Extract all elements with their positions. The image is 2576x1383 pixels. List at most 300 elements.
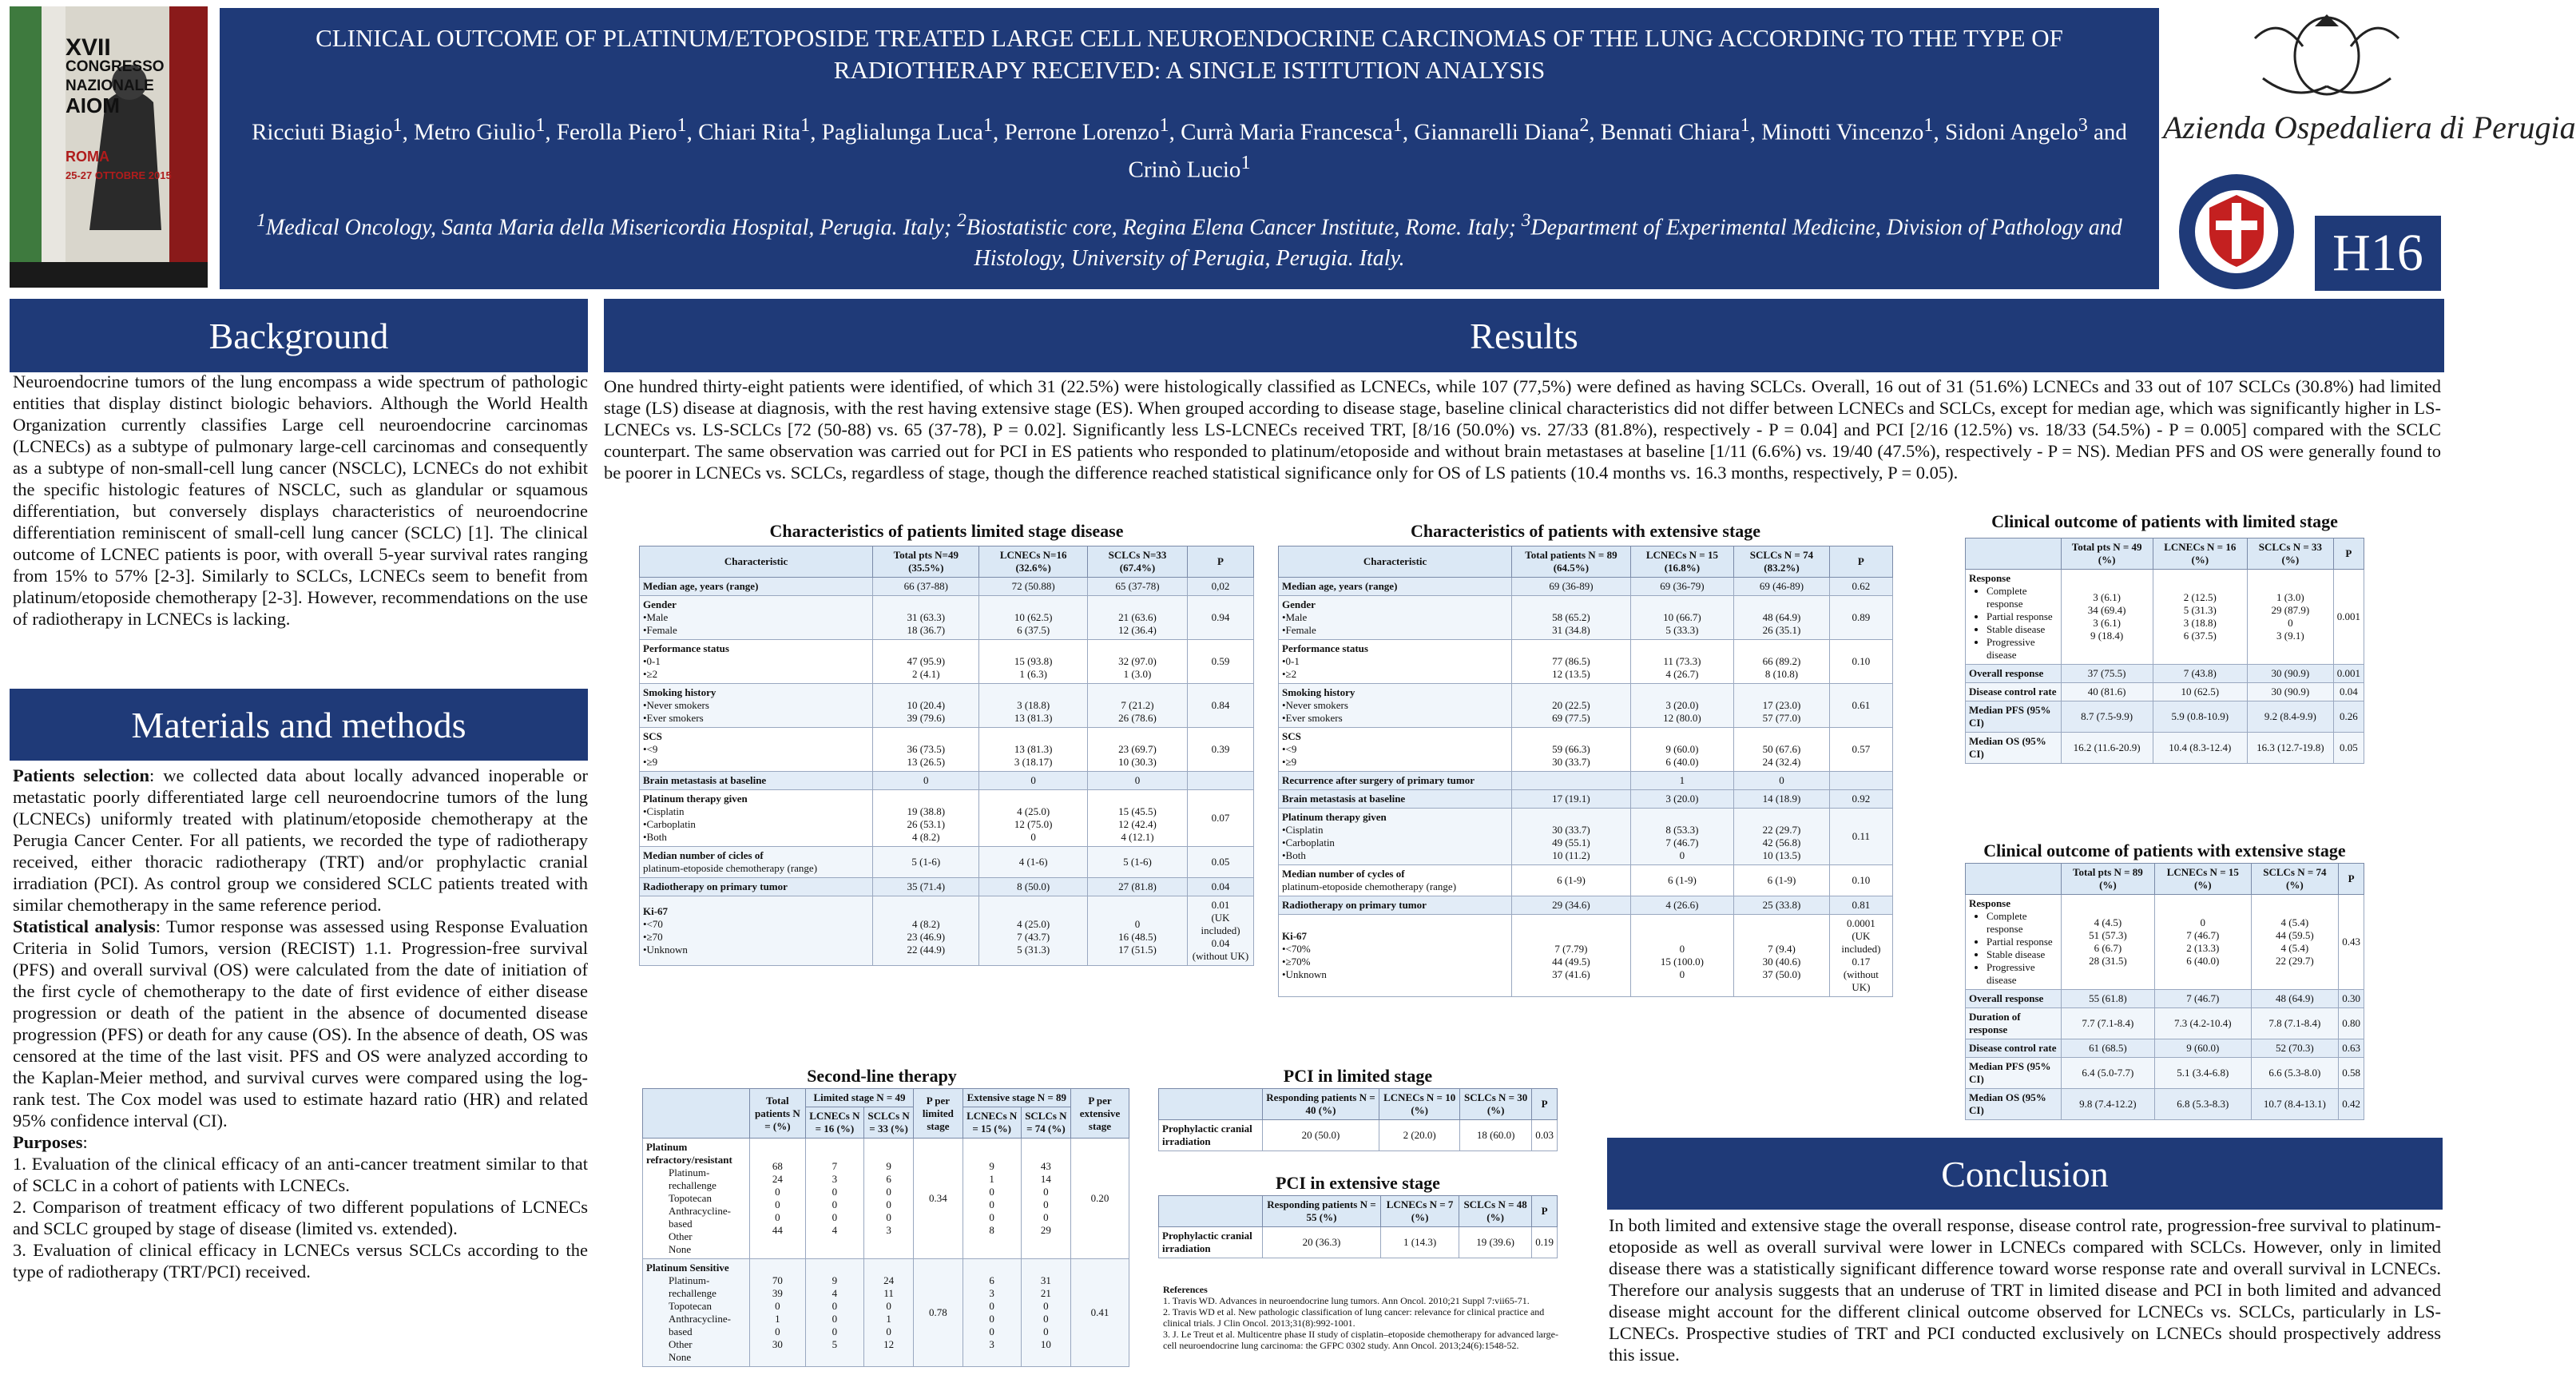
table-cell: 0.04	[1188, 878, 1254, 896]
table-cell: 0.84	[1188, 684, 1254, 728]
table-cell: 0.81	[1829, 896, 1892, 915]
response-row	[1966, 570, 2364, 665]
table-cell: 30 (33.7) 49 (55.1) 10 (11.2)	[1512, 809, 1630, 865]
table-cell: 27 (81.8)	[1087, 878, 1187, 896]
row-label: Brain metastasis at baseline	[640, 772, 873, 790]
table-cell: 14 (18.9)	[1734, 790, 1830, 809]
row-label: Recurrence after surgery of primary tumor	[1279, 772, 1512, 790]
table-cell: 1 (14.3)	[1381, 1227, 1459, 1258]
methods-body	[13, 765, 588, 1380]
table-cell: 0.42	[2339, 1089, 2364, 1120]
response-label: Response • Complete response • Partial response • Stable disease • Progressive disease	[1966, 895, 2062, 990]
table-cell: 0.10	[1829, 640, 1892, 684]
oext-col-0	[1966, 864, 2062, 895]
outcome-limited-table-wrap	[1965, 538, 2364, 764]
table-row	[1966, 1039, 2364, 1058]
table-cell: 4 (4.5) 51 (57.3) 6 (6.7) 28 (31.5)	[2061, 895, 2154, 990]
limited-chars-table	[639, 546, 1254, 966]
purpose-2: 2. Comparison of treatment efficacy of two different populations of LCNECs and SCLC grouped by stage of disease (limited vs. extended).	[13, 1197, 588, 1238]
table-row	[640, 772, 1254, 790]
extensive-chars-title: Characteristics of patients with extensive stage	[1410, 521, 1761, 541]
second-line-title: Second-line therapy	[807, 1066, 957, 1086]
reference-2: 2. Travis WD et al. New pathologic classification of lung cancer: relevance for clinical practice and clinical trials. J Clin Oncol. 2013;31(8):992-1001.	[1163, 1306, 1545, 1329]
table-row	[1279, 728, 1893, 772]
response-label: Response • Complete response • Partial response • Stable disease • Progressive disease	[1966, 570, 2062, 665]
congress-word2: NAZIONALE	[65, 77, 154, 94]
table-row	[1966, 1008, 2364, 1039]
table-cell: 7.3 (4.2-10.4)	[2155, 1008, 2252, 1039]
reference-1: 1. Travis WD. Advances in neuroendocrine lung tumors. Ann Oncol. 2010;21 Suppl 7:vii65-71.	[1163, 1295, 1530, 1306]
outcome-extensive-title: Clinical outcome of patients with extensive stage	[1983, 841, 2346, 860]
sl-col-5: LCNECs N = 15 (%)	[963, 1107, 1021, 1139]
header-row	[1159, 1089, 1558, 1120]
row-label: Median OS (95% CI)	[1966, 733, 2062, 764]
table-row	[1279, 772, 1893, 790]
table-cell: 8 (53.3) 7 (46.7) 0	[1630, 809, 1734, 865]
table-cell: 18 (60.0)	[1460, 1120, 1532, 1151]
row-label: Performance status •0-1 •≥2	[1279, 640, 1512, 684]
olim-col-2: LCNECs N = 16 (%)	[2153, 538, 2248, 570]
pci-limited-table-wrap	[1158, 1088, 1558, 1151]
purposes	[13, 1131, 588, 1153]
table-row	[640, 790, 1254, 847]
row-label: SCS •<9 •≥9	[1279, 728, 1512, 772]
table-row	[1279, 809, 1893, 865]
poster-title: CLINICAL OUTCOME OF PLATINUM/ETOPOSIDE TREATED LARGE CELL NEUROENDOCRINE CARCINOMAS OF THE LUNG ACCORDING TO THE TYPE OF RADIOTHERAPY RECEIVED: A SINGLE ISTITUTION ANALYSIS	[316, 24, 2063, 84]
table-cell: 7 (43.8)	[2153, 665, 2248, 683]
pcil-col-1: Responding patients N = 40 (%)	[1262, 1089, 1379, 1120]
table-cell: 29 (34.6)	[1512, 896, 1630, 915]
table-cell: 5 (1-6)	[873, 847, 979, 878]
table-cell: 9 6 0 0 0 3	[863, 1139, 913, 1259]
pci-limited-table	[1158, 1088, 1558, 1151]
table-cell: 17 (19.1)	[1512, 790, 1630, 809]
pcil-col-4: P	[1532, 1089, 1558, 1120]
table-cell: 24 11 0 1 0 12	[863, 1259, 913, 1367]
table-cell: 0.57	[1829, 728, 1892, 772]
row-label: Platinum Sensitive Platinum-rechallenge Topotecan Anthracycline-based Other None	[643, 1259, 750, 1367]
purpose-1: 1. Evaluation of the clinical efficacy of an anti-cancer treatment similar to that of SCLC in a cohort of patients with LCNECs.	[13, 1154, 588, 1195]
statistical-analysis	[13, 916, 588, 1131]
limited-chars-table-wrap	[639, 546, 1254, 966]
row-label: Median age, years (range)	[640, 578, 873, 596]
table-cell: 48 (64.9) 26 (35.1)	[1734, 596, 1830, 640]
purposes-colon: :	[82, 1132, 88, 1152]
response-row	[1966, 895, 2364, 990]
table-cell: 52 (70.3)	[2251, 1039, 2339, 1058]
table-cell: 9.8 (7.4-12.2)	[2061, 1089, 2154, 1120]
table-cell: 61 (68.5)	[2061, 1039, 2154, 1058]
crest-icon	[2239, 6, 2415, 102]
table-cell: 9 1 0 0 0 8	[963, 1139, 1021, 1259]
table-row	[1279, 684, 1893, 728]
limited-col-0: Characteristic	[640, 546, 873, 578]
header-row	[1279, 546, 1893, 578]
table-cell: 0.04	[2333, 683, 2364, 701]
table-cell: 4 (26.6)	[1630, 896, 1734, 915]
sl-col-7: P per extensive stage	[1071, 1089, 1129, 1139]
table-cell: 0	[873, 772, 979, 790]
extensive-col-4: P	[1829, 546, 1892, 578]
table-cell	[1188, 772, 1254, 790]
table-row	[1279, 640, 1893, 684]
sl-group-limited: Limited stage N = 49	[805, 1089, 913, 1107]
row-label: Platinum therapy given •Cisplatin •Carboplatin •Both	[640, 790, 873, 847]
table-cell: 0.39	[1188, 728, 1254, 772]
olim-col-3: SCLCs N = 33 (%)	[2248, 538, 2334, 570]
table-cell: 19 (39.6)	[1459, 1227, 1531, 1258]
row-label: Radiotherapy on primary tumor	[1279, 896, 1512, 915]
title-banner	[220, 8, 2159, 289]
row-label: Overall response	[1966, 665, 2062, 683]
table-row	[640, 640, 1254, 684]
oext-col-3: SCLCs N = 74 (%)	[2251, 864, 2339, 895]
pcie-col-2: LCNECs N = 7 (%)	[1381, 1196, 1459, 1227]
row-label: Median age, years (range)	[1279, 578, 1512, 596]
table-cell: 0.30	[2339, 990, 2364, 1008]
table-cell: 0.58	[2339, 1058, 2364, 1089]
outcome-extensive-table-wrap	[1965, 863, 2364, 1120]
pci-extensive-table-wrap	[1158, 1195, 1558, 1258]
table-row	[1279, 596, 1893, 640]
row-label: Ki-67 •<70 •≥70 •Unknown	[640, 896, 873, 966]
table-cell: 47 (95.9) 2 (4.1)	[873, 640, 979, 684]
table-cell: 31 21 0 0 0 10	[1021, 1259, 1070, 1367]
limited-col-1: Total pts N=49 (35.5%)	[873, 546, 979, 578]
table-cell: 0.03	[1532, 1120, 1558, 1151]
conclusion-heading	[1607, 1138, 2443, 1210]
sl-group-extensive: Extensive stage N = 89	[963, 1089, 1070, 1107]
table-cell: 31 (63.3) 18 (36.7)	[873, 596, 979, 640]
pcie-col-0	[1159, 1196, 1263, 1227]
table-cell: 10 (62.5)	[2153, 683, 2248, 701]
header-row	[1966, 538, 2364, 570]
row-label: Median PFS (95% CI)	[1966, 701, 2062, 733]
table-row	[1966, 733, 2364, 764]
table-row	[640, 878, 1254, 896]
table-row	[1279, 896, 1893, 915]
table-cell: 77 (86.5) 12 (13.5)	[1512, 640, 1630, 684]
table-cell: 72 (50.88)	[979, 578, 1088, 596]
table-row	[1966, 665, 2364, 683]
table-cell: 48 (64.9)	[2251, 990, 2339, 1008]
row-label: Prophylactic cranial irradiation	[1159, 1120, 1263, 1151]
table-cell: 0 15 (100.0) 0	[1630, 915, 1734, 997]
table-cell: 10.7 (8.4-13.1)	[2251, 1089, 2339, 1120]
row-label: Disease control rate	[1966, 683, 2062, 701]
affiliations: $^1$Medical Oncology, Santa Maria della Misericordia Hospital, Perugia. Italy; $^2$Biostatistic core, Regina Elena Cancer Institute, Rome. Italy; $^3$Department of Experimental Medicine, Division of Pathology and Histology, University of Perugia, Perugia. Italy.	[256, 210, 2122, 271]
table-cell: 66 (37-88)	[873, 578, 979, 596]
table-cell: 20 (22.5) 69 (77.5)	[1512, 684, 1630, 728]
table-cell: 0.63	[2339, 1039, 2364, 1058]
table-row	[1159, 1120, 1558, 1151]
table-row	[1279, 865, 1893, 896]
outcome-limited-table	[1965, 538, 2364, 764]
row-label: Brain metastasis at baseline	[1279, 790, 1512, 809]
table-cell: 4 (1-6)	[979, 847, 1088, 878]
congress-city: ROMA	[65, 149, 109, 165]
table-cell: 30 (90.9)	[2248, 665, 2334, 683]
table-cell: 0.001	[2333, 665, 2364, 683]
table-cell: 0.001	[2333, 570, 2364, 665]
statistical-analysis-text: : Tumor response was assessed using Response Evaluation Criteria in Solid Tumors, version (RECIST) 1.1. Progression-free survival (PFS) and overall survival (OS) were calculated from the date of initiation of the first cycle of chemotherapy to the date of first evidence of either disease progression or death of the patient in the absence of documented disease progression (PFS) or death for any cause (OS). In the absence of death, OS was censored at the time of the last visit. PFS and OS were analyzed according to the Kaplan-Meier method, and survival curves were compared using the log-rank test. The Cox model was used to estimate hazard ratio (HR) and related 95% confidence interval (CI).	[13, 916, 588, 1131]
table-cell	[1512, 772, 1630, 790]
table-cell: 0.11	[1829, 809, 1892, 865]
table-cell: 7 (21.2) 26 (78.6)	[1087, 684, 1187, 728]
row-label: Gender •Male •Female	[1279, 596, 1512, 640]
table-cell: 9 (60.0) 6 (40.0)	[1630, 728, 1734, 772]
table-cell: 5.9 (0.8-10.9)	[2153, 701, 2248, 733]
table-cell: 15 (93.8) 1 (6.3)	[979, 640, 1088, 684]
table-cell: 0.43	[2339, 895, 2364, 990]
background-heading-text: Background	[208, 315, 389, 356]
congress-edition: XVII	[65, 34, 111, 61]
pci-extensive-title: PCI in extensive stage	[1276, 1173, 1440, 1193]
congress-word: CONGRESSO	[65, 58, 165, 75]
methods-heading-text: Materials and methods	[131, 704, 466, 745]
table-row	[1279, 578, 1893, 596]
poster-id: H16	[2332, 224, 2423, 282]
table-cell: 8 (50.0)	[979, 878, 1088, 896]
table-row	[643, 1139, 1129, 1259]
table-row	[1966, 683, 2364, 701]
table-cell: 0.94	[1188, 596, 1254, 640]
table-cell: 7 (9.4) 30 (40.6) 37 (50.0)	[1734, 915, 1830, 997]
table-cell: 58 (65.2) 31 (34.8)	[1512, 596, 1630, 640]
methods-heading	[10, 689, 588, 761]
table-cell: 32 (97.0) 1 (3.0)	[1087, 640, 1187, 684]
extensive-col-1: Total patients N = 89 (64.5%)	[1512, 546, 1630, 578]
table-row	[1966, 701, 2364, 733]
congress-aiom: AIOM	[65, 93, 120, 117]
author-list: Ricciuti Biagio$^1$, Metro Giulio$^1$, Ferolla Piero$^1$, Chiari Rita$^1$, Paglialunga Luca$^1$, Perrone Lorenzo$^1$, Currà Maria Francesca$^1$, Giannarelli Diana$^2$, Bennati Chiara$^1$, Minotti Vincenzo$^1$, Sidoni Angelo$^3$ and Crinò Lucio$^1$	[252, 114, 2127, 183]
table-cell: 6 (1-9)	[1630, 865, 1734, 896]
sl-col-4: P per limited stage	[914, 1089, 963, 1139]
extensive-col-2: LCNECs N = 15 (16.8%)	[1630, 546, 1734, 578]
purposes-label: Purposes	[13, 1132, 83, 1152]
table-cell: 0.89	[1829, 596, 1892, 640]
conclusion-body	[1609, 1214, 2441, 1378]
table-cell: 1 (3.0) 29 (87.9) 0 3 (9.1)	[2248, 570, 2334, 665]
table-cell: 43 14 0 0 0 29	[1021, 1139, 1070, 1259]
table-cell: 0.07	[1188, 790, 1254, 847]
table-cell: 3 (6.1) 34 (69.4) 3 (6.1) 9 (18.4)	[2061, 570, 2153, 665]
second-line-table	[642, 1088, 1129, 1367]
table-cell: 4 (8.2) 23 (46.9) 22 (44.9)	[873, 896, 979, 966]
table-cell: 0	[1087, 772, 1187, 790]
table-cell: 37 (75.5)	[2061, 665, 2153, 683]
limited-col-3: SCLCs N=33 (67.4%)	[1087, 546, 1187, 578]
hospital-seal	[2176, 171, 2297, 292]
row-label: Ki-67 •<70% •≥70% •Unknown	[1279, 915, 1512, 997]
sl-col-3: SCLCs N = 33 (%)	[863, 1107, 913, 1139]
results-text: One hundred thirty-eight patients were identified, of which 31 (22.5%) were histologically classified as LCNECs, while 107 (77,5%) were defined as having SCLCs. Overall, 16 out of 31 (51.6%) LCNECs and 33 out of 107 SCLCs (30.8%) had limited stage (LS) disease at diagnosis, with the rest having extensive stage (ES). When grouped according to disease stage, baseline clinical characteristics did not differ between LCNECs and SCLCs, except for median age, which was significantly higher in LS-LCNECs vs. LS-SCLCs [72 (50-88) vs. 65 (37-78), P = 0.02]. Significantly less LS-LCNECs received TRT, [8/16 (50.0%) vs. 27/33 (81.8%), respectively - P = 0.04] and PCI [2/16 (12.5%) vs. 18/33 (54.5%) - P = 0.005] compared with the SCLC counterpart. The same observation was carried out for PCI in ES patients who responded to platinum/etoposide and without brain metastases at baseline [1/11 (6.6%) vs. 19/40 (47.5%), respectively - P = NS). Median PFS and OS were generally found to be poorer in LCNECs vs. SCLCs, regardless of stage, though the difference reached statistical significance only for OS of LS patients (10.4 months vs. 16.3 months, respectively, P = 0.05).	[604, 376, 2441, 483]
table-cell: 59 (66.3) 30 (33.7)	[1512, 728, 1630, 772]
pcie-col-1: Responding patients N = 55 (%)	[1262, 1196, 1380, 1227]
table-cell: 7.8 (7.1-8.4)	[2251, 1008, 2339, 1039]
header-row	[1159, 1196, 1558, 1227]
second-line-table-wrap	[642, 1088, 1129, 1367]
outcome-extensive-table	[1965, 863, 2364, 1120]
table-cell: 0.01 (UK included) 0.04 (without UK)	[1188, 896, 1254, 966]
row-label: Platinum therapy given •Cisplatin •Carboplatin •Both	[1279, 809, 1512, 865]
table-cell: 6.8 (5.3-8.3)	[2155, 1089, 2252, 1120]
background-text: Neuroendocrine tumors of the lung encompass a wide spectrum of pathologic entities that display distinct biologic behaviors. Although the World Health Organization currently classifies Large cell neuroendocrine carcinomas (LCNECs) as a subtype of pulmonary large-cell carcinomas and consequently as a subtype of non-small-cell lung cancer (NSCLC), LCNECs do not exhibit the specific histologic features of NSCLC, such as glandular or squamous differentiation, but conversely displays characteristics of neuroendocrine differentiation reminiscent of small-cell lung cancer (SCLC) [1]. The clinical outcome of LCNEC patients is poor, with overall 5-year survival rates ranging from 15% to 57% [2-3]. Similarly to SCLCs, LCNECs seem to benefit from platinum/etoposide chemotherapy [2-3]. However, recommendations on the use of radiotherapy in LCNECs is lacking.	[13, 372, 588, 629]
table-cell: 6 (1-9)	[1512, 865, 1630, 896]
limited-col-2: LCNECs N=16 (32.6%)	[979, 546, 1088, 578]
pcil-col-3: SCLCs N = 30 (%)	[1460, 1089, 1532, 1120]
sl-col-2: LCNECs N = 16 (%)	[805, 1107, 863, 1139]
table-cell: 0 7 (46.7) 2 (13.3) 6 (40.0)	[2155, 895, 2252, 990]
table-cell: 11 (73.3) 4 (26.7)	[1630, 640, 1734, 684]
olim-col-1: Total pts N = 49 (%)	[2061, 538, 2153, 570]
row-label: Gender •Male •Female	[640, 596, 873, 640]
row-label: Median number of cicles of platinum-etoposide chemotherapy (range)	[640, 847, 873, 878]
table-cell: 1	[1630, 772, 1734, 790]
table-cell	[1829, 772, 1892, 790]
table-cell: 50 (67.6) 24 (32.4)	[1734, 728, 1830, 772]
table-cell: 0.41	[1071, 1259, 1129, 1367]
row-label: Median OS (95% CI)	[1966, 1089, 2062, 1120]
table-cell: 0.05	[1188, 847, 1254, 878]
table-cell: 3 (18.8) 13 (81.3)	[979, 684, 1088, 728]
extensive-col-3: SCLCs N = 74 (83.2%)	[1734, 546, 1830, 578]
table-cell: 7 (7.79) 44 (49.5) 37 (41.6)	[1512, 915, 1630, 997]
table-cell: 0.0001 (UK included) 0.17 (without UK)	[1829, 915, 1892, 997]
oext-col-4: P	[2339, 864, 2364, 895]
table-cell: 68 24 0 0 0 44	[749, 1139, 805, 1259]
table-cell: 0.20	[1071, 1139, 1129, 1259]
conclusion-heading-text: Conclusion	[1941, 1153, 2109, 1194]
table-cell: 6 (1-9)	[1734, 865, 1830, 896]
table-cell: 55 (61.8)	[2061, 990, 2154, 1008]
patients-selection	[13, 765, 588, 916]
table-cell: 0.92	[1829, 790, 1892, 809]
olim-col-0	[1966, 538, 2062, 570]
table-row	[640, 728, 1254, 772]
patients-selection-text: : we collected data about locally advanced inoperable or metastatic poorly differentiated large cell neuroendocrine tumors of the lung (LCNECs) uniformly treated with platinum/etoposide chemotherapy at the Perugia Cancer Center. For all patients, we recorded the type of radiotherapy received, either thoracic radiotherapy (TRT) and/or prophylactic cranial irradiation (PCI). As control group we considered SCLC patients treated with similar chemotherapy in the same reference period.	[13, 765, 588, 915]
table-row	[640, 684, 1254, 728]
outcome-limited-title: Clinical outcome of patients with limited stage	[1991, 511, 2338, 531]
row-label: Smoking history •Never smokers •Ever smokers	[640, 684, 873, 728]
extensive-chars-table-wrap	[1278, 546, 1893, 997]
table-cell: 70 39 0 1 0 30	[749, 1259, 805, 1367]
table-cell: 7 3 0 0 0 4	[805, 1139, 863, 1259]
extensive-chars-table	[1278, 546, 1893, 997]
table-cell: 0	[979, 772, 1088, 790]
row-label: Disease control rate	[1966, 1039, 2062, 1058]
table-cell: 0.61	[1829, 684, 1892, 728]
table-cell: 4 (25.0) 12 (75.0) 0	[979, 790, 1088, 847]
limited-chars-title: Characteristics of patients limited stage disease	[769, 521, 1124, 541]
row-label: Performance status •0-1 •≥2	[640, 640, 873, 684]
results-heading-text: Results	[1470, 315, 1578, 356]
table-cell: 36 (73.5) 13 (26.5)	[873, 728, 979, 772]
table-cell: 0.19	[1532, 1227, 1558, 1258]
row-label: Prophylactic cranial irradiation	[1159, 1227, 1263, 1258]
table-row	[1966, 1058, 2364, 1089]
table-cell: 65 (37-78)	[1087, 578, 1187, 596]
background-body	[13, 371, 588, 682]
table-cell: 0.78	[914, 1259, 963, 1367]
table-cell: 10 (66.7) 5 (33.3)	[1630, 596, 1734, 640]
table-cell: 10.4 (8.3-12.4)	[2153, 733, 2248, 764]
background-heading	[10, 299, 588, 372]
table-row	[1279, 915, 1893, 997]
sl-col-1: Total patients N = (%)	[749, 1089, 805, 1139]
references-heading: References	[1163, 1284, 1208, 1295]
table-cell: 0.26	[2333, 701, 2364, 733]
table-row	[640, 896, 1254, 966]
row-label: Smoking history •Never smokers •Ever smokers	[1279, 684, 1512, 728]
table-cell: 10 (20.4) 39 (79.6)	[873, 684, 979, 728]
table-cell: 6.6 (5.3-8.0)	[2251, 1058, 2339, 1089]
hospital-name: Azienda Ospedaliera di Perugia	[2163, 109, 2576, 145]
table-cell: 25 (33.8)	[1734, 896, 1830, 915]
row-label: Duration of response	[1966, 1008, 2062, 1039]
table-cell: 21 (63.6) 12 (36.4)	[1087, 596, 1187, 640]
table-cell: 10 (62.5) 6 (37.5)	[979, 596, 1088, 640]
patients-selection-label: Patients selection	[13, 765, 149, 785]
table-cell: 20 (36.3)	[1262, 1227, 1380, 1258]
table-cell: 30 (90.9)	[2248, 683, 2334, 701]
limited-col-4: P	[1188, 546, 1254, 578]
olim-col-4: P	[2333, 538, 2364, 570]
table-cell: 2 (20.0)	[1379, 1120, 1460, 1151]
table-cell: 0.80	[2339, 1008, 2364, 1039]
table-cell: 5.1 (3.4-6.8)	[2155, 1058, 2252, 1089]
pcil-col-2: LCNECs N = 10 (%)	[1379, 1089, 1460, 1120]
table-cell: 13 (81.3) 3 (18.17)	[979, 728, 1088, 772]
table-cell: 9 4 0 0 0 5	[805, 1259, 863, 1367]
pci-limited-title: PCI in limited stage	[1283, 1066, 1433, 1086]
table-cell: 20 (50.0)	[1262, 1120, 1379, 1151]
table-row	[1966, 990, 2364, 1008]
table-cell: 19 (38.8) 26 (53.1) 4 (8.2)	[873, 790, 979, 847]
hospital-logo	[2163, 6, 2576, 166]
table-cell: 0.62	[1829, 578, 1892, 596]
table-cell: 9.2 (8.4-9.9)	[2248, 701, 2334, 733]
table-cell: 7 (46.7)	[2155, 990, 2252, 1008]
row-label: Median PFS (95% CI)	[1966, 1058, 2062, 1089]
pci-extensive-table	[1158, 1195, 1558, 1258]
table-cell: 40 (81.6)	[2061, 683, 2153, 701]
table-cell: 6 3 0 0 0 3	[963, 1259, 1021, 1367]
statistical-analysis-label: Statistical analysis	[13, 916, 156, 936]
pcie-col-4: P	[1532, 1196, 1558, 1227]
seal-icon	[2176, 171, 2297, 292]
table-cell: 66 (89.2) 8 (10.8)	[1734, 640, 1830, 684]
table-cell: 0.05	[2333, 733, 2364, 764]
row-label: Median number of cycles of platinum-etoposide chemotherapy (range)	[1279, 865, 1512, 896]
table-cell: 23 (69.7) 10 (30.3)	[1087, 728, 1187, 772]
table-cell: 9 (60.0)	[2155, 1039, 2252, 1058]
oext-col-2: LCNECs N = 15 (%)	[2155, 864, 2252, 895]
row-label: Overall response	[1966, 990, 2062, 1008]
table-row	[1966, 1089, 2364, 1120]
table-cell: 0 16 (48.5) 17 (51.5)	[1087, 896, 1187, 966]
congress-logo	[10, 6, 208, 288]
extensive-col-0: Characteristic	[1279, 546, 1512, 578]
table-cell: 35 (71.4)	[873, 878, 979, 896]
pcil-col-0	[1159, 1089, 1263, 1120]
table-row	[640, 847, 1254, 878]
header-row	[1966, 864, 2364, 895]
table-cell: 17 (23.0) 57 (77.0)	[1734, 684, 1830, 728]
pcie-col-3: SCLCs N = 48 (%)	[1459, 1196, 1531, 1227]
table-cell: 69 (36-79)	[1630, 578, 1734, 596]
table-cell: 0.59	[1188, 640, 1254, 684]
